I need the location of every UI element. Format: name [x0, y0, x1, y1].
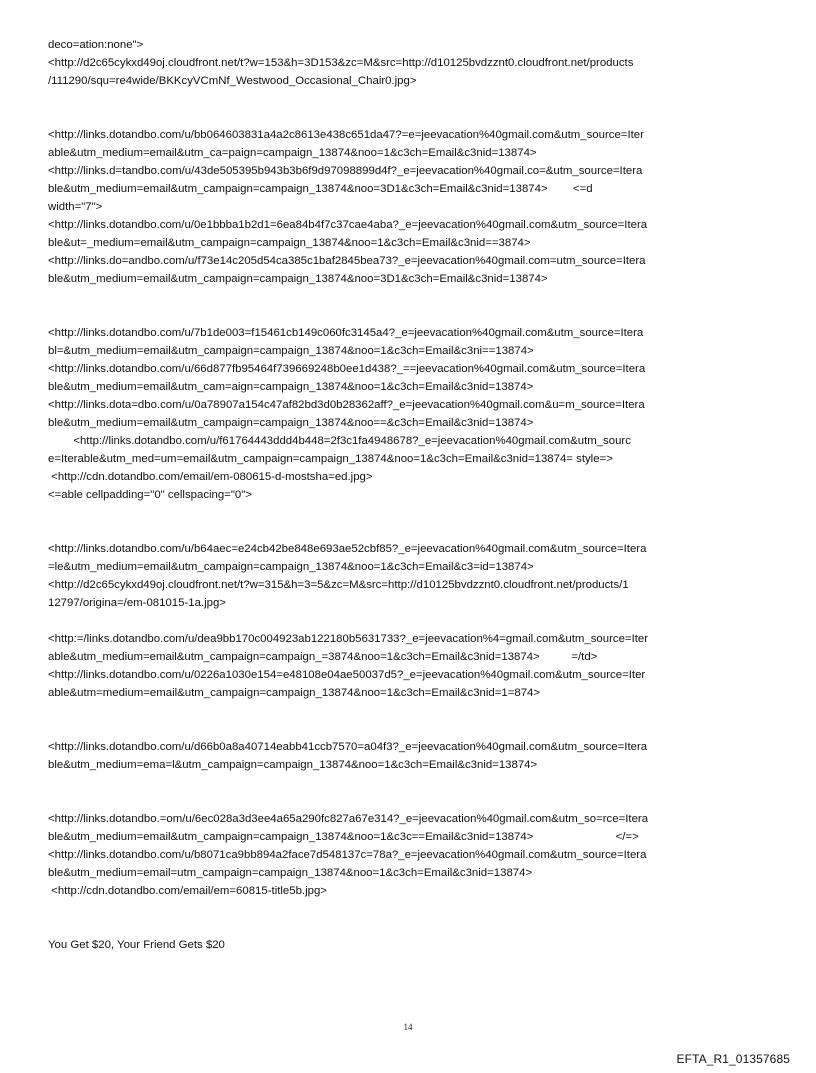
bates-number: EFTA_R1_01357685 — [676, 1052, 790, 1066]
text-line: <=able cellpadding="0" cellspacing="0"> — [48, 489, 252, 501]
spacer — [48, 612, 770, 630]
text-line: <http://links.dotandbo.com/u/bb064603831a4a2c8613e438c651da47?=e=jeevacation%40gmail.com&utm_source=Iter — [48, 129, 644, 141]
text-line: width="7"> — [48, 201, 103, 213]
text-line: <http://links.dotandbo.=om/u/6ec028a3d3ee4a65a290fc827a67e314?_e=jeevacation%40gmail.com&utm_so=rce=Itera — [48, 813, 649, 825]
text-line: <http://links.dotandbo.com/u/b8071ca9bb894a2face7d548137c=78a?_e=jeevacation%40gmail.com&utm_source=Itera — [48, 849, 647, 861]
text-block-4 — [48, 540, 770, 612]
spacer — [48, 504, 770, 540]
text-line: <http://links.dotandbo.com/u/f61764443ddd4b448=2f3c1fa4948678?_e=jeevacation%40gmail.com&utm_sourc — [48, 435, 631, 447]
text-line: bl=&utm_medium=email&utm_campaign=campaign_13874&noo=1&c3ch=Email&c3ni==13874> — [48, 345, 534, 357]
referral-text: You Get $20, Your Friend Gets $20 — [48, 939, 225, 951]
text-line: deco=ation:none"> — [48, 39, 144, 51]
text-line: ble&utm_medium=email&utm_campaign=campaign_13874&noo=1&c3c==Email&c3nid=13874> </=> — [48, 831, 639, 843]
text-line: able&utm=medium=email&utm_campaign=campaign_13874&noo=1&c3ch=Email&c3nid=1=874> — [48, 687, 541, 699]
text-line: ble&utm_medium=email&utm_campaign=campaign_13874&noo=3D1&c3ch=Email&c3nid=13874> — [48, 273, 548, 285]
spacer — [48, 900, 770, 936]
spacer — [48, 90, 770, 126]
text-line: ble&utm_medium=email=utm_campaign=campaign_13874&noo=1&c3ch=Email&c3nid=13874> — [48, 867, 533, 879]
spacer — [48, 702, 770, 738]
text-line: e=Iterable&utm_med=um=email&utm_campaign=campaign_13874&noo=1&c3ch=Email&c3nid=13874= style=> — [48, 453, 613, 465]
text-line: <http://cdn.dotandbo.com/email/em=60815-title5b.jpg> — [48, 885, 327, 897]
text-line: /111290/squ=re4wide/BKKcyVCmNf_Westwood_Occasional_Chair0.jpg> — [48, 75, 417, 87]
text-block-5 — [48, 630, 770, 702]
text-line: ble&utm_medium=email&utm_cam=aign=campaign_13874&noo=1&c3ch=Email&c3nid=13874> — [48, 381, 534, 393]
text-line: able&utm_medium=email&utm_ca=paign=campaign_13874&noo=1&c3ch=Email&c3nid=13874> — [48, 147, 537, 159]
text-block-1 — [48, 36, 770, 90]
text-block-2 — [48, 126, 770, 288]
text-line: ble&ut=_medium=email&utm_campaign=campaign_13874&noo=1&c3ch=Email&c3nid==3874> — [48, 237, 531, 249]
text-line: ble&utm_medium=ema=l&utm_campaign=campaign_13874&noo=1&c3ch=Email&c3nid=13874> — [48, 759, 538, 771]
text-line: 12797/origina=/em-081015-1a.jpg> — [48, 597, 226, 609]
text-block-6 — [48, 738, 770, 774]
text-line: <http://links.dotandbo.com/u/d66b0a8a40714eabb41ccb7570=a04f3?_e=jeevacation%40gmail.com&utm_source=Itera — [48, 741, 648, 753]
text-line: =le&utm_medium=email&utm_campaign=campaign_13874&noo=1&c3ch=Email&c3=id=13874> — [48, 561, 534, 573]
page-number: 14 — [403, 1022, 413, 1032]
text-line: <http://links.do=andbo.com/u/f73e14c205d54ca385c1baf2845bea73?_e=jeevacation%40gmail.com=utm_source=Itera — [48, 255, 646, 267]
referral-headline — [48, 936, 770, 954]
email-source-text — [48, 36, 770, 954]
text-line: <http://links.d=tandbo.com/u/43de505395b943b3b6f9d97098899d4f?_e=jeevacation%40gmail.co=&utm_source=Itera — [48, 165, 643, 177]
text-line: <http://cdn.dotandbo.com/email/em-080615-d-mostsha=ed.jpg> — [48, 471, 373, 483]
text-line: <http://links.dotandbo.com/u/7b1de003=f15461cb149c060fc3145a4?_e=jeevacation%40gmail.com&utm_source=Itera — [48, 327, 644, 339]
text-line: <http://d2c65cykxd49oj.cloudfront.net/t?w=315&h=3=5&zc=M&src=http://d10125bvdzznt0.cloudfront.net/products/1 — [48, 579, 629, 591]
spacer — [48, 288, 770, 324]
text-line: <http://links.dota=dbo.com/u/0a78907a154c47af82bd3d0b28362aff?_e=jeevacation%40gmail.com&u=m_source=Itera — [48, 399, 645, 411]
text-line: <http:=/links.dotandbo.com/u/dea9bb170c004923ab122180b5631733?_e=jeevacation%4=gmail.com&utm_source=Iter — [48, 633, 649, 645]
spacer — [48, 774, 770, 810]
text-block-3 — [48, 324, 770, 504]
text-block-7 — [48, 810, 770, 900]
text-line: <http://links.dotandbo.com/u/0e1bbba1b2d1=6ea84b4f7c37cae4aba?_e=jeevacation%40gmail.com&utm_source=Itera — [48, 219, 648, 231]
text-line: ble&utm_medium=email&utm_campaign=campaign_13874&noo=3D1&c3ch=Email&c3nid=13874> <=d — [48, 183, 593, 195]
text-line: ble&utm_medium=email&utm_campaign=campaign_13874&noo==&c3ch=Email&c3nid=13874> — [48, 417, 534, 429]
text-line: able&utm_medium=email&utm_campaign=campaign_=3874&noo=1&c3ch=Email&c3nid=13874> =/td> — [48, 651, 598, 663]
text-line: <http://links.dotandbo.com/u/b64aec=e24cb42be848e693ae52cbf85?_e=jeevacation%40gmail.com&utm_source=Itera — [48, 543, 647, 555]
text-line: <http://links.dotandbo.com/u/66d877fb95464f739669248b0ee1d438?_==jeevacation%40gmail.com&utm_source=Itera — [48, 363, 646, 375]
text-line: <http://links.dotandbo.com/u/0226a1030e154=e48108e04ae50037d5?_e=jeevacation%40gmail.com&utm_source=Iter — [48, 669, 646, 681]
text-line: <http://d2c65cykxd49oj.cloudfront.net/t?w=153&h=3D153&zc=M&src=http://d10125bvdzznt0.cloudfront.net/products — [48, 57, 634, 69]
